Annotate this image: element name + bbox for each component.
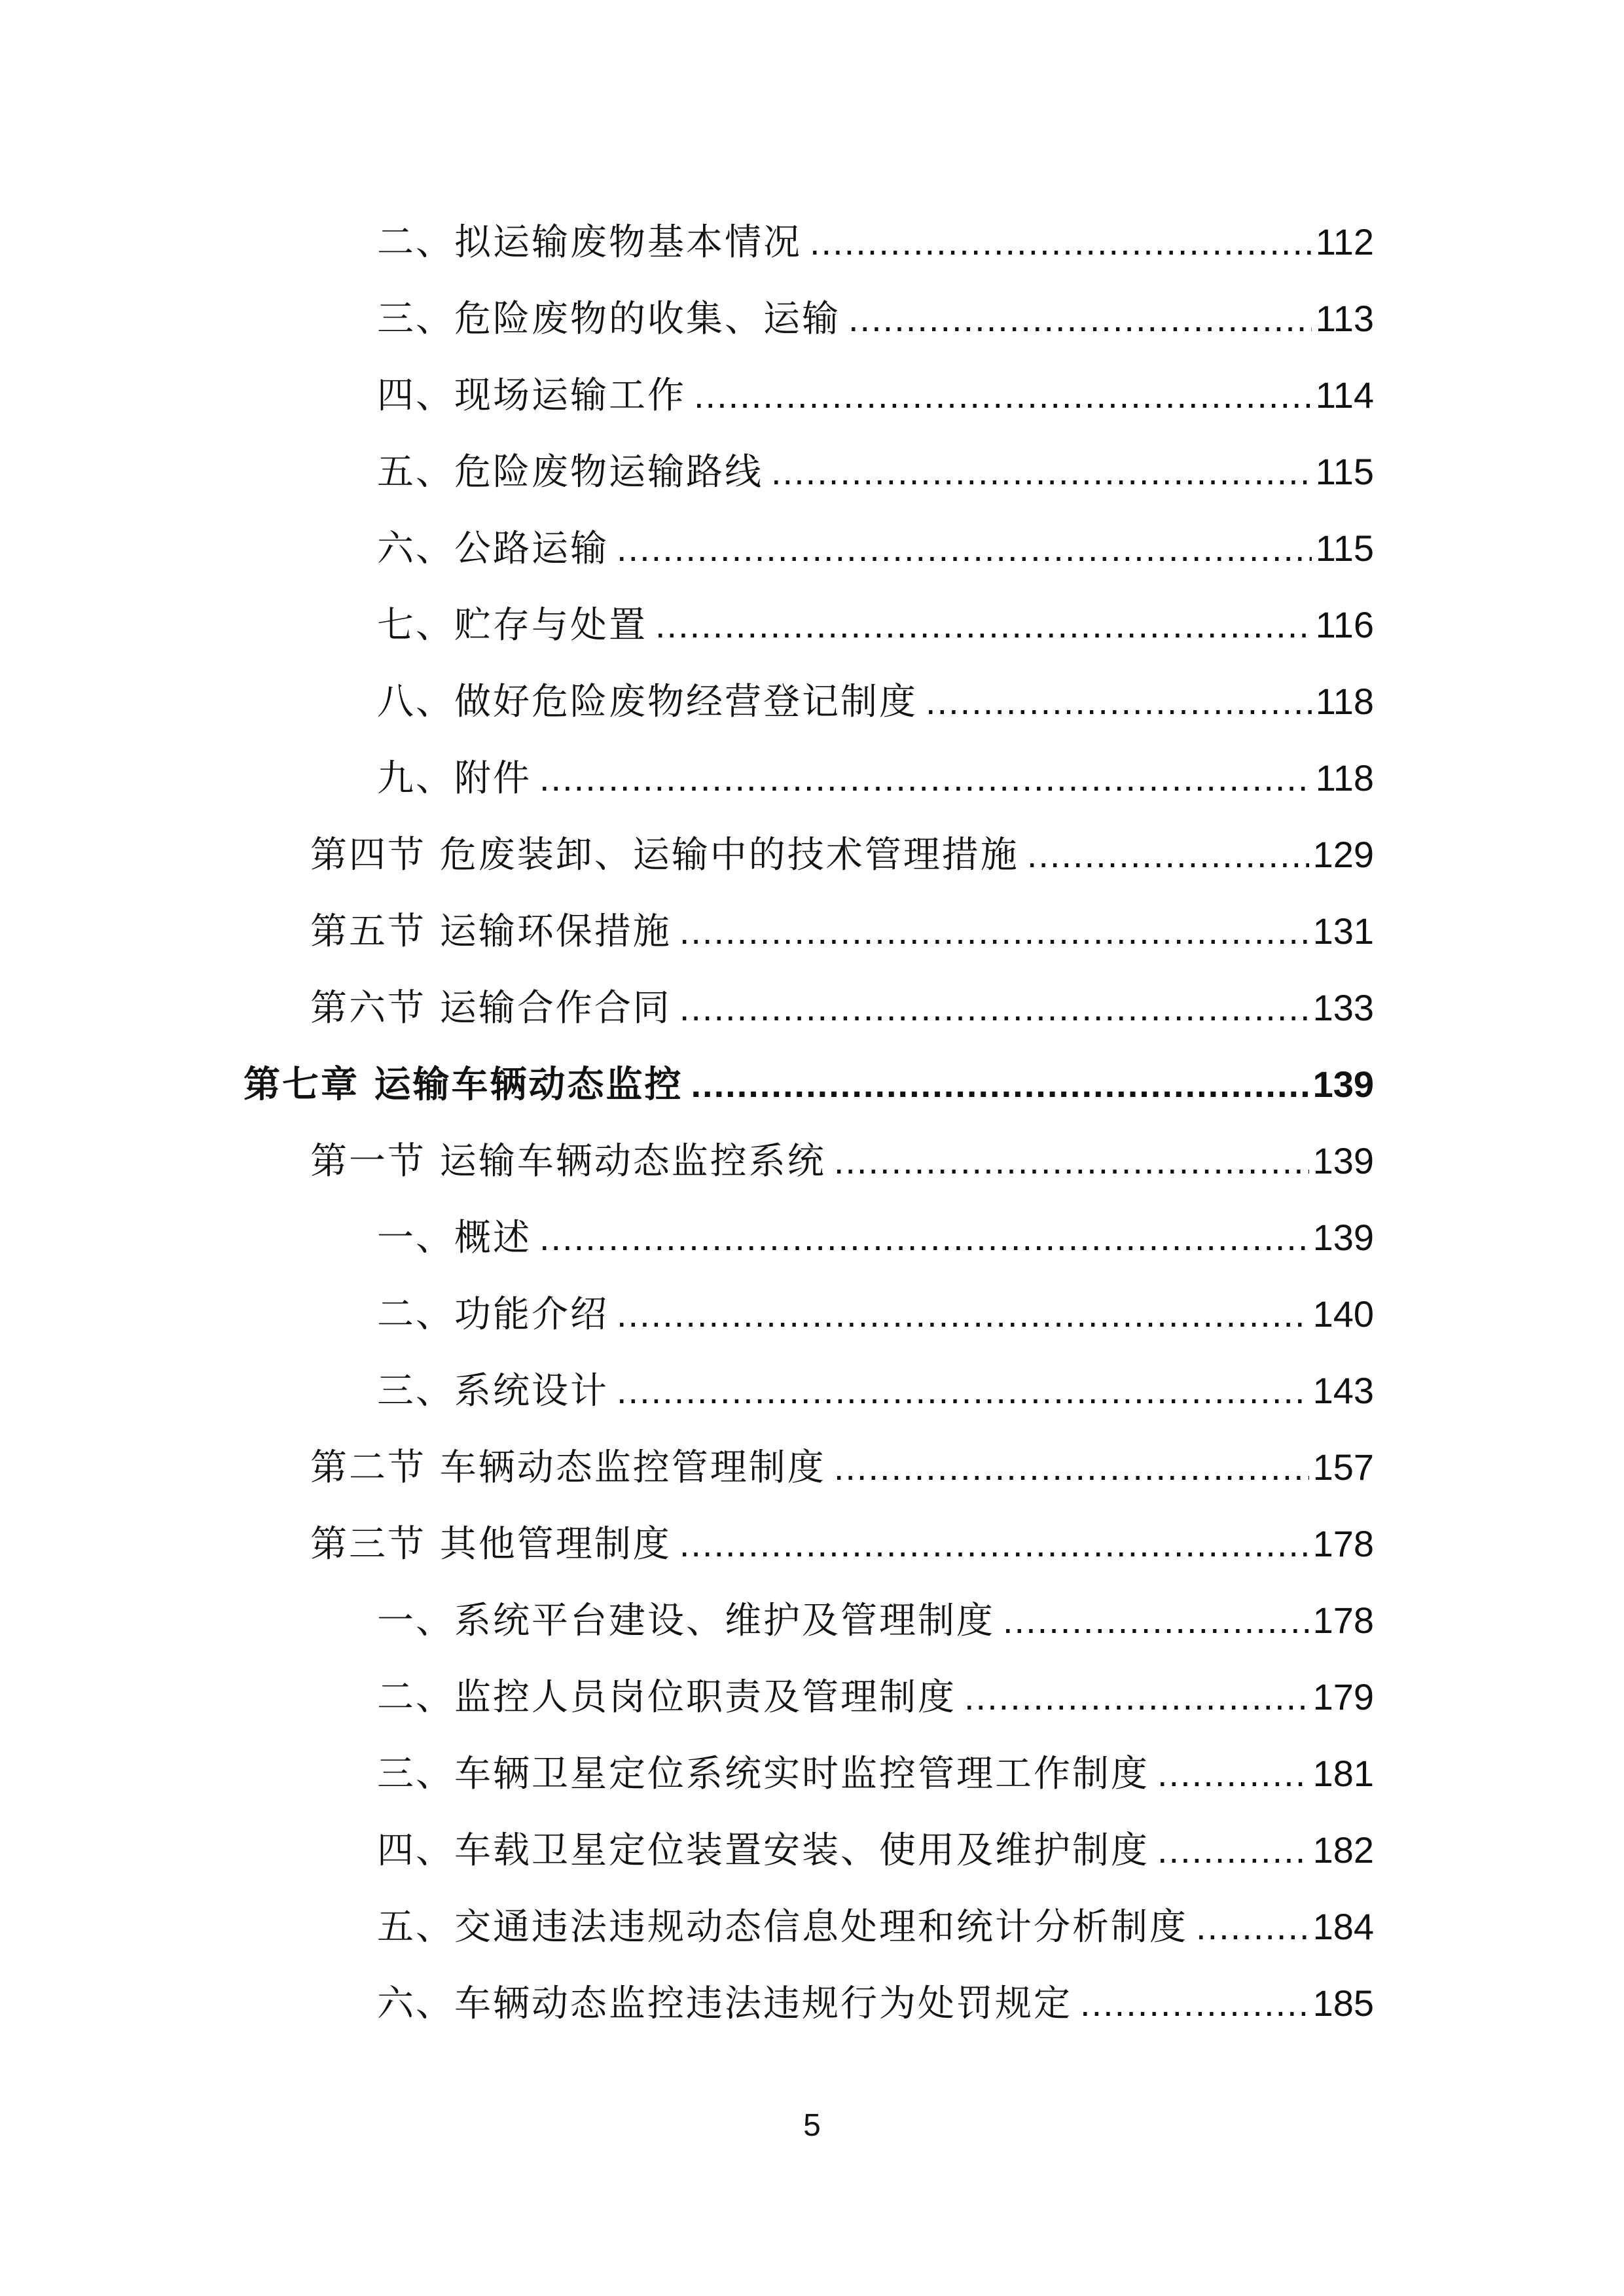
toc-entry-label: 三、危险废物的收集、运输 [377, 298, 840, 340]
toc-entry-label: 第三节 其他管理制度 [310, 1523, 672, 1566]
toc-entry[interactable] [377, 1821, 1374, 1880]
toc-dot-leader [1027, 825, 1309, 884]
toc-dot-leader [617, 1285, 1309, 1344]
toc-entry-page: 182 [1312, 1829, 1374, 1871]
toc-dot-leader [810, 213, 1312, 272]
toc-entry-page: 178 [1312, 1523, 1374, 1564]
toc-entry-page: 157 [1312, 1446, 1374, 1488]
toc-dot-leader [964, 1668, 1309, 1727]
toc-entry-page: 114 [1315, 374, 1374, 416]
toc-dot-leader [926, 672, 1312, 731]
toc-dot-leader [848, 289, 1312, 348]
toc-entry-label: 一、概述 [377, 1217, 532, 1259]
toc-dot-leader [617, 1361, 1309, 1420]
toc-entry[interactable] [377, 1208, 1374, 1267]
toc-entry-label: 第六节 运输合作合同 [310, 987, 672, 1030]
toc-entry-page: 131 [1312, 910, 1374, 952]
toc-entry-label: 第七章 运输车辆动态监控 [244, 1063, 683, 1106]
toc-entry-label: 二、监控人员岗位职责及管理制度 [377, 1676, 956, 1719]
toc-dot-leader [1080, 1974, 1309, 2033]
toc-entry[interactable] [377, 1591, 1374, 1650]
toc-entry-page: 184 [1312, 1906, 1374, 1947]
toc-entry[interactable] [310, 1132, 1374, 1191]
toc-entry-label: 五、危险废物运输路线 [377, 451, 763, 493]
toc-dot-leader [694, 366, 1312, 425]
toc-dot-leader [539, 749, 1312, 808]
toc-entry[interactable] [310, 825, 1374, 884]
toc-entry[interactable] [377, 1744, 1374, 1803]
toc-dot-leader [539, 1208, 1309, 1267]
toc-dot-leader [1157, 1821, 1309, 1880]
toc-entry-page: 133 [1312, 987, 1374, 1028]
toc-entry-label: 第一节 运输车辆动态监控系统 [310, 1140, 826, 1183]
toc-entry[interactable] [377, 1285, 1374, 1344]
toc-entry[interactable] [377, 1361, 1374, 1420]
toc-entry[interactable] [310, 1438, 1374, 1497]
toc-entry-page: 179 [1312, 1676, 1374, 1717]
toc-entry-page: 140 [1312, 1293, 1374, 1335]
toc-entry-label: 四、车载卫星定位装置安装、使用及维护制度 [377, 1829, 1149, 1872]
toc-entry-page: 112 [1315, 221, 1374, 262]
toc-chapter-entry[interactable] [244, 1055, 1374, 1114]
toc-entry-page: 181 [1312, 1753, 1374, 1794]
toc-dot-leader [1003, 1591, 1309, 1650]
toc-entry[interactable] [377, 519, 1374, 578]
toc-entry-label: 三、车辆卫星定位系统实时监控管理工作制度 [377, 1753, 1149, 1795]
toc-entry-label: 二、拟运输废物基本情况 [377, 221, 802, 264]
toc-entry-page: 115 [1315, 451, 1374, 492]
toc-dot-leader [617, 519, 1312, 578]
toc-entry-label: 二、功能介绍 [377, 1293, 609, 1336]
toc-entry-label: 六、车辆动态监控违法违规行为处罚规定 [377, 1982, 1072, 2025]
toc-entry[interactable] [310, 978, 1374, 1037]
toc-entry-page: 118 [1315, 681, 1374, 722]
toc-entry-label: 第五节 运输环保措施 [310, 910, 672, 953]
toc-entry-page: 118 [1315, 757, 1374, 798]
page-number: 5 [803, 2108, 821, 2143]
toc-entry-label: 七、贮存与处置 [377, 604, 647, 647]
toc-entry[interactable] [310, 902, 1374, 961]
toc-entry-page: 143 [1312, 1370, 1374, 1411]
toc-entry-page: 113 [1315, 298, 1374, 339]
toc-dot-leader [834, 1132, 1309, 1191]
toc-entry-page: 185 [1312, 1982, 1374, 2024]
toc-entry-label: 四、现场运输工作 [377, 374, 686, 417]
toc-entry-page: 139 [1312, 1217, 1374, 1258]
toc-entry[interactable] [377, 672, 1374, 731]
toc-entry-page: 129 [1312, 834, 1374, 875]
toc-dot-leader [834, 1438, 1309, 1497]
toc-dot-leader [679, 978, 1309, 1037]
toc-entry-label: 第四节 危废装卸、运输中的技术管理措施 [310, 834, 1019, 876]
toc-dot-leader [1157, 1744, 1309, 1803]
toc-dot-leader [679, 902, 1309, 961]
toc-dot-leader [1196, 1897, 1309, 1956]
toc-entry[interactable] [377, 1897, 1374, 1956]
toc-entry-label: 三、系统设计 [377, 1370, 609, 1412]
toc-entry-page: 139 [1312, 1140, 1374, 1181]
toc-entry[interactable] [377, 366, 1374, 425]
toc-dot-leader [771, 442, 1312, 501]
toc-entry[interactable] [377, 596, 1374, 655]
toc-entry[interactable] [377, 442, 1374, 501]
toc-entry[interactable] [377, 213, 1374, 272]
toc-entry[interactable] [377, 289, 1374, 348]
toc-entry[interactable] [377, 749, 1374, 808]
toc-entry-label: 六、公路运输 [377, 528, 609, 570]
toc-entry-page: 178 [1312, 1600, 1374, 1641]
toc-entry-label: 五、交通违法违规动态信息处理和统计分析制度 [377, 1906, 1188, 1948]
toc-entry-page: 115 [1315, 528, 1374, 569]
toc-entry-page: 139 [1312, 1064, 1374, 1105]
toc-entry-label: 第二节 车辆动态监控管理制度 [310, 1446, 826, 1489]
toc-entry-label: 八、做好危险废物经营登记制度 [377, 681, 918, 723]
toc-entry[interactable] [310, 1515, 1374, 1573]
toc-dot-leader [691, 1055, 1309, 1114]
toc-entry[interactable] [377, 1974, 1374, 2033]
toc-entry[interactable] [377, 1668, 1374, 1727]
toc-entry-label: 九、附件 [377, 757, 532, 800]
toc-entry-label: 一、系统平台建设、维护及管理制度 [377, 1600, 995, 1642]
toc-dot-leader [655, 596, 1312, 655]
toc-dot-leader [679, 1515, 1309, 1573]
toc-entry-page: 116 [1315, 604, 1374, 645]
